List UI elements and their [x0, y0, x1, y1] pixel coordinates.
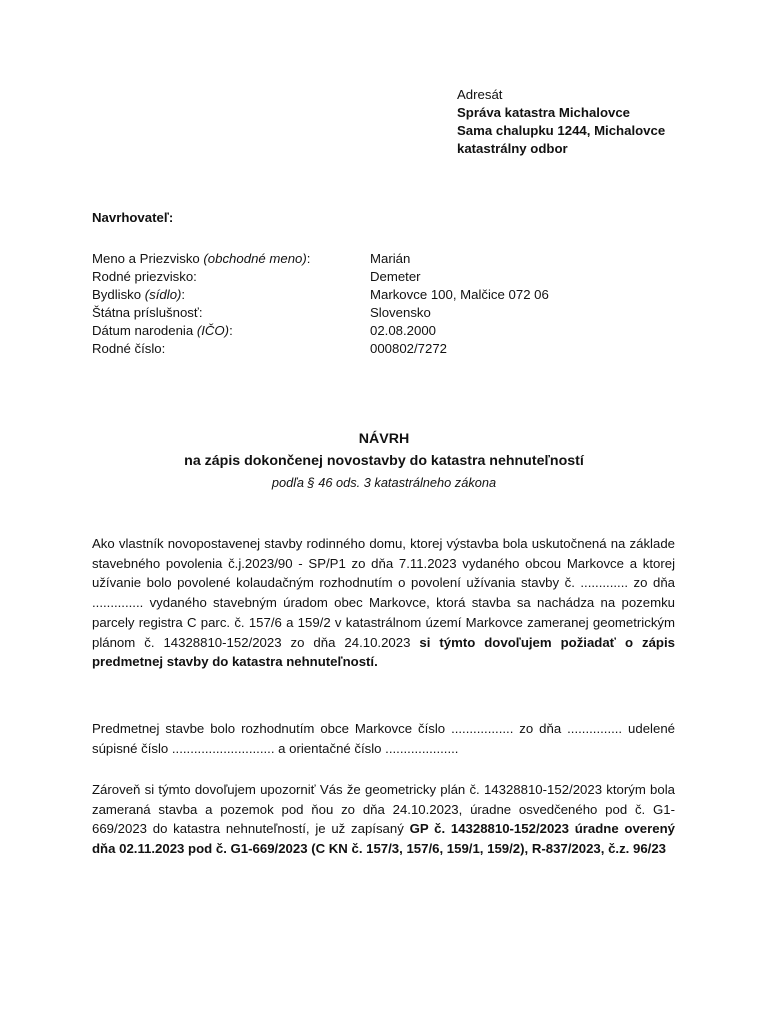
proposal-law-reference: podľa § 46 ods. 3 katastrálneho zákona: [271, 475, 497, 490]
info-value: 000802/7272: [370, 341, 448, 356]
info-label: Dátum narodenia (IČO):: [92, 323, 233, 338]
info-row: [92, 322, 692, 340]
info-row: [92, 340, 692, 358]
applicant-info: [92, 250, 692, 358]
info-label: Bydlisko (sídlo):: [92, 287, 186, 302]
info-value: Marián: [370, 251, 411, 266]
info-label: Meno a Priezvisko (obchodné meno):: [92, 251, 311, 266]
proposal-title: NÁVRH: [358, 431, 410, 447]
info-label: Rodné číslo:: [92, 341, 166, 356]
addressee-line: katastrálny odbor: [457, 141, 568, 156]
addressee-line: Sama chalupku 1244, Michalovce: [457, 123, 666, 138]
body-paragraph-2: Predmetnej stavbe bolo rozhodnutím obce Markovce číslo ................. zo dňa ............... udelené súpisné číslo ............................ a orientačné číslo ....................: [92, 721, 675, 756]
info-row: [92, 304, 692, 322]
body-paragraph-1: Ako vlastník novopostavenej stavby rodinného domu, ktorej výstavba bola uskutočnená na základe stavebného povolenia č.j.2023/90 - SP/P1 zo dňa 7.11.2023 vydaného obcou Markovce a ktorej užívanie bolo povolené kolaudačným rozhodnutím o povolení užívania stavby č. ............. zo dňa .............. vydaného stavebným úradom obec Markovce, ktorá stavba sa nachádza na pozemku parcely registra C parc. č. 157/6 a 159/2 v katastrálnom území Markovce zameranej geometrickým plánom č. 14328810-152/2023 zo dňa 24.10.2023 si týmto dovoľujem požiadať o zápis predmetnej stavby do katastra nehnuteľností.: [92, 536, 675, 670]
info-label: Rodné priezvisko:: [92, 269, 197, 284]
info-row: [92, 250, 692, 268]
info-value: Slovensko: [370, 305, 431, 320]
applicant-heading: Navrhovateľ:: [92, 210, 174, 225]
info-row: [92, 286, 692, 304]
info-value: 02.08.2000: [370, 323, 437, 338]
info-value: Demeter: [370, 269, 421, 284]
info-value: Markovce 100, Malčice 072 06: [370, 287, 549, 302]
addressee-block: [457, 86, 757, 158]
proposal-subtitle: na zápis dokončenej novostavby do katastra nehnuteľností: [184, 453, 584, 469]
addressee-line: Správa katastra Michalovce: [457, 105, 630, 120]
addressee-title: Adresát: [457, 87, 503, 102]
info-label: Štátna príslušnosť:: [92, 305, 203, 320]
info-row: [92, 268, 692, 286]
body-paragraph-3: Zároveň si týmto dovoľujem upozorniť Vás že geometricky plán č. 14328810-152/2023 ktorým bola zameraná stavba a pozemok pod ňou zo dňa 24.10.2023, úradne osvedčeného pod č. G1-669/2023 do katastra nehnuteľností, je už zapísaný GP č. 14328810-152/2023 úradne overený dňa 02.11.2023 pod č. G1-669/2023 (C KN č. 157/3, 157/6, 159/1, 159/2), R-837/2023, č.z. 96/23: [92, 782, 675, 857]
